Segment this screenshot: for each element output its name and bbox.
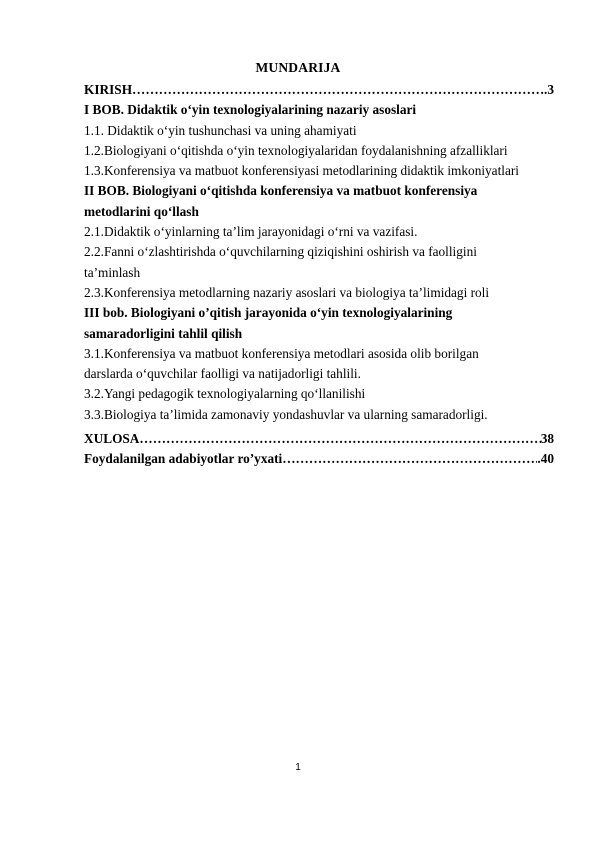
toc-item-1-1[interactable]: 1.1. Didaktik o‘yin tushunchasi va uning ahamiyati	[84, 122, 357, 138]
toc-entry-xulosa[interactable]	[84, 429, 554, 449]
toc-item-1-3[interactable]: 1.3.Konferensiya va matbuot konferensiyasi metodlarining didaktik imkoniyatlari	[84, 163, 519, 179]
toc-entry-adabiyotlar[interactable]	[84, 449, 554, 469]
chapter-2-heading-line1[interactable]: II BOB. Biologiyani o‘qitishda konferensiya va matbuot konferensiya	[84, 183, 478, 199]
toc-item-3-3[interactable]: 3.3.Biologiya ta’limida zamonaviy yondashuvlar va ularning samaradorligi.	[84, 406, 488, 422]
chapter-1-heading[interactable]: I BOB. Didaktik o‘yin texnologiyalarining nazariy asoslari	[84, 102, 417, 118]
toc-entry-label: KIRISH	[84, 82, 133, 97]
toc-entry-kirish[interactable]	[84, 80, 554, 100]
page-number: 1	[295, 762, 301, 773]
toc-item-2-2-line2[interactable]: ta’minlash	[84, 264, 141, 280]
toc-entry-page: .40	[537, 451, 554, 467]
dot-leader	[132, 80, 544, 100]
toc-item-2-3[interactable]: 2.3.Konferensiya metodlarning nazariy asoslari va biologiya ta’limidagi roli	[84, 284, 490, 300]
toc-item-3-2[interactable]: 3.2.Yangi pedagogik texnologiyalarning qo‘llanilishi	[84, 386, 366, 402]
toc-item-1-2[interactable]: 1.2.Biologiyani o‘qitishda o‘yin texnologiyalaridan foydalanishning afzalliklari	[84, 142, 508, 158]
toc-entry-page: 38	[540, 431, 554, 447]
toc-title: MUNDARIJA	[255, 60, 341, 75]
dot-leader	[139, 429, 540, 449]
chapter-3-heading-line1[interactable]: III bob. Biologiyani o’qitish jarayonida o‘yin texnologiyalarining	[84, 305, 453, 321]
table-of-contents	[84, 80, 554, 470]
chapter-3-heading-line2[interactable]: samaradorligini tahlil qilish	[84, 325, 243, 341]
toc-item-2-1[interactable]: 2.1.Didaktik o‘yinlarning ta’lim jarayonidagi o‘rni va vazifasi.	[84, 224, 418, 240]
chapter-2-heading-line2[interactable]: metodlarini qo‘llash	[84, 203, 199, 219]
toc-item-2-2-line1[interactable]: 2.2.Fanni o‘zlashtirishda o‘quvchilarning qiziqishini oshirish va faolligini	[84, 244, 477, 260]
toc-item-3-1-line2[interactable]: darslarda o‘quvchilar faolligi va natijadorligi tahlili.	[84, 366, 361, 382]
dot-leader	[282, 449, 537, 469]
toc-entry-label: Foydalanilgan adabiyotlar ro’yxati	[84, 451, 283, 467]
toc-item-3-1-line1[interactable]: 3.1.Konferensiya va matbuot konferensiya metodlari asosida olib borilgan	[84, 345, 479, 361]
toc-entry-label: XULOSA	[84, 431, 140, 447]
toc-entry-page: .3	[544, 82, 554, 97]
